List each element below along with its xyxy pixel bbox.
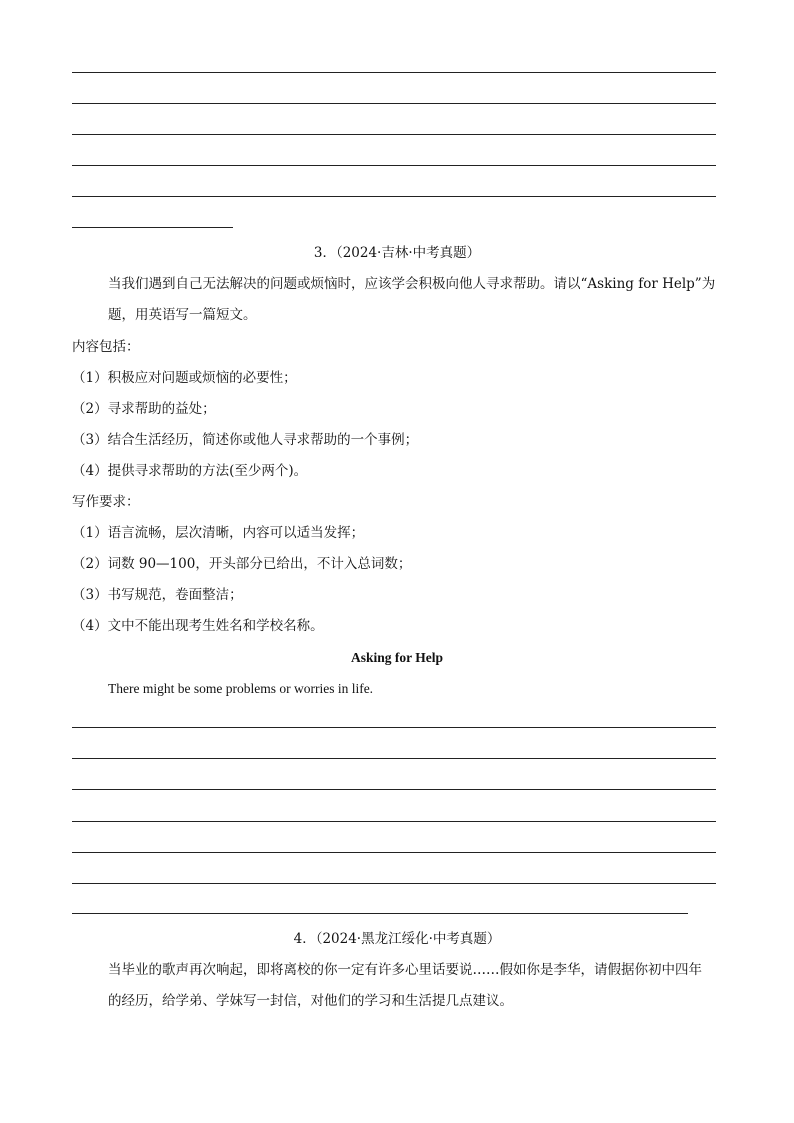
q3-requirement-item: （4）文中不能出现考生姓名和学校名称。 — [72, 618, 324, 634]
answer-line — [72, 134, 716, 135]
answer-line — [72, 72, 716, 73]
essay-opening: There might be some problems or worries in life. — [108, 681, 374, 696]
q3-requirements-label: 写作要求： — [72, 494, 140, 510]
q4-prompt-line1: 当毕业的歌声再次响起，即将离校的你一定有许多心里话要说……假如你是李华，请假据你初中四年 — [108, 962, 702, 978]
answer-line — [72, 913, 688, 914]
answer-line — [72, 727, 716, 728]
q3-heading: 3．（2024·吉林·中考真题） — [313, 245, 481, 261]
essay-title: Asking for Help — [350, 650, 443, 665]
answer-line — [72, 883, 716, 884]
q3-content-item: （1）积极应对问题或烦恼的必要性； — [72, 370, 297, 386]
q3-content-item: （3）结合生活经历，简述你或他人寻求帮助的一个事例； — [72, 432, 419, 448]
q4-heading: 4．（2024·黑龙江绥化·中考真题） — [293, 931, 501, 947]
q3-requirement-item: （2）词数 90—100，开头部分已给出，不计入总词数； — [72, 556, 412, 572]
answer-line — [72, 852, 716, 853]
q3-requirement-item: （1）语言流畅，层次清晰，内容可以适当发挥； — [72, 525, 365, 541]
answer-line — [72, 196, 716, 197]
q3-content-item: （2）寻求帮助的益处； — [72, 401, 216, 417]
q3-prompt-line1: 当我们遇到自己无法解决的问题或烦恼时，应该学会积极向他人寻求帮助。请以“Asking for Help”为 — [108, 276, 716, 292]
q3-requirement-item: （3）书写规范，卷面整洁； — [72, 587, 243, 603]
q3-content-label: 内容包括： — [72, 339, 140, 355]
answer-line — [72, 227, 233, 228]
answer-line — [72, 821, 716, 822]
q3-prompt-line2: 题，用英语写一篇短文。 — [108, 307, 257, 323]
answer-line — [72, 789, 716, 790]
answer-line — [72, 758, 716, 759]
q4-prompt-line2: 的经历，给学弟、学妹写一封信，对他们的学习和生活提几点建议。 — [108, 993, 513, 1009]
q3-content-item: （4）提供寻求帮助的方法(至少两个)。 — [72, 463, 308, 479]
answer-line — [72, 103, 716, 104]
answer-line — [72, 165, 716, 166]
